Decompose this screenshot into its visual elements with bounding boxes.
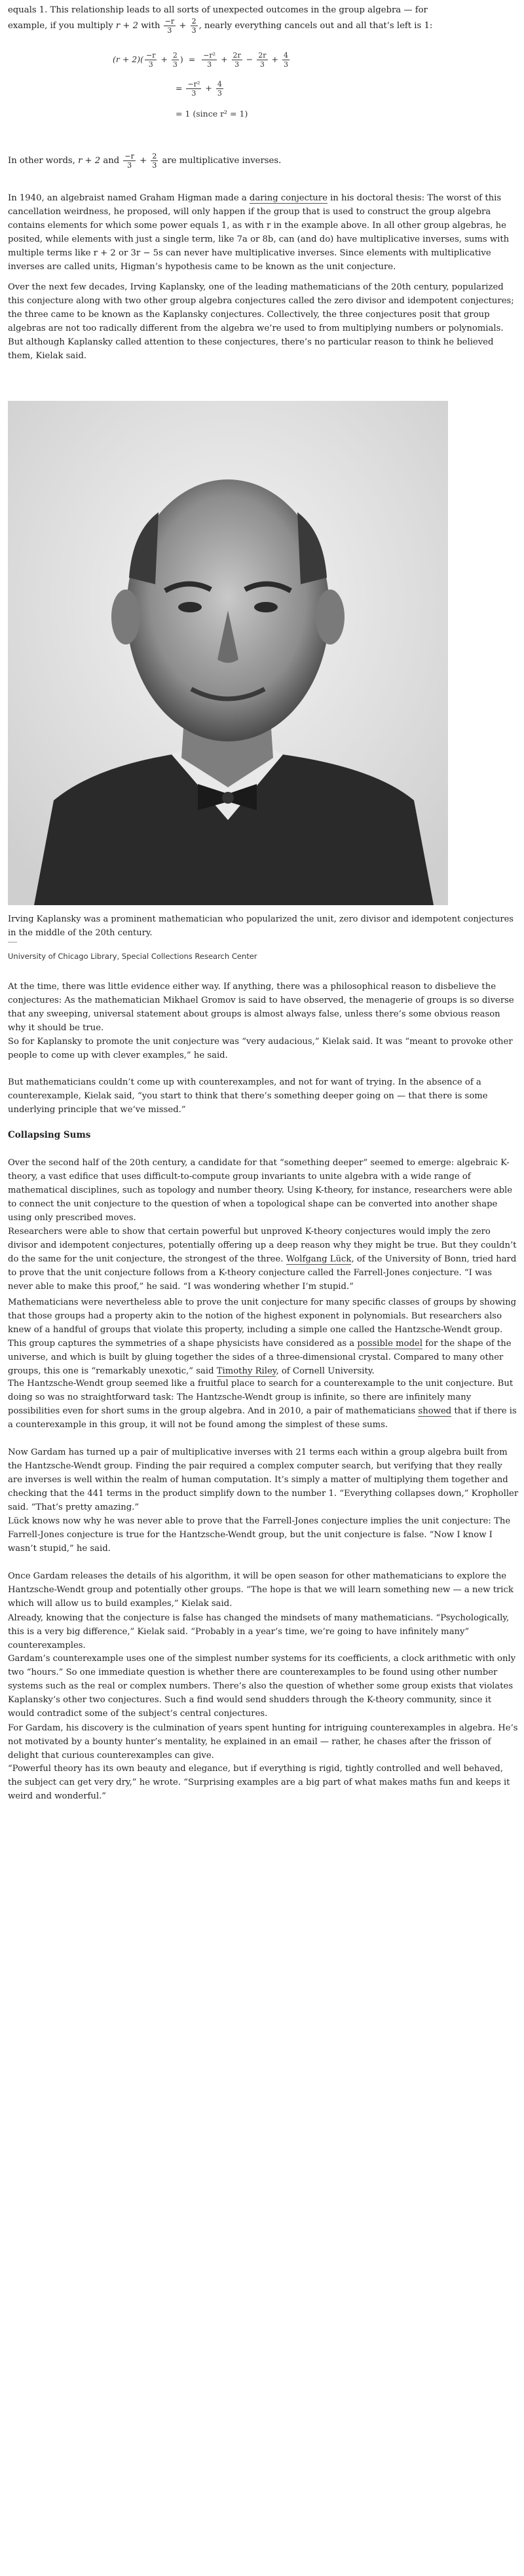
inline-fraction: $\frac{2}{3}$ — [191, 17, 196, 35]
paragraph: At the time, there was little evidence either way. If anything, there was a philosophical reason to disbelieve the conjectures: As the mathematician Mikhael Gromov is said to have observed, the menagerie of groups is so diverse that any sweeping, universal statement about groups is almost always false, unless there’s some obvious reason why it should be true. — [8, 982, 514, 1033]
paragraph: Once Gardam releases the details of his algorithm, it will be open season for other mathematicians to explore the Hantzsche-Wendt group and potentially other groups. “The hope is that we will learn something new — a new trick which will allow us to build examples,” Kielak said. — [8, 1571, 514, 1609]
intro-block — [8, 3, 519, 35]
equation-row-3: = 1 (since r² = 1) — [176, 109, 248, 119]
paragraph: Over the second half of the 20th century, a candidate for that “something deeper” seemed to emerge: algebraic K-theory, a vast edifice that uses difficult-to-compute group invariants to unite algebra with a wide range of mathematical disciplines, such as topology and number theory. Using K-theory, for instance, researchers were able to connect the unit conjecture to the question of when a topological shape can be converted into another shape using only prescribed moves. — [8, 1158, 513, 1223]
paragraph: So for Kaplansky to promote the unit conjecture was “very audacious,” Kielak said. It was “meant to provoke other people to come up with clever examples,” he said. — [8, 1037, 513, 1060]
inline-fraction: $\frac{-r}{3}$ — [164, 17, 175, 35]
possible-model-link[interactable]: possible model — [357, 1339, 423, 1349]
timothy-riley-link[interactable]: Timothy Riley — [216, 1366, 276, 1376]
wolfgang-luck-link[interactable]: Wolfgang Lück — [286, 1254, 352, 1264]
photo-caption: Irving Kaplansky was a prominent mathematician who popularized the unit, zero divisor and idempotent conjectures in the middle of the 20th century. — [8, 914, 514, 938]
kaplansky-photo — [8, 401, 448, 905]
section-heading: Collapsing Sums — [8, 1130, 91, 1140]
paragraph: Now Gardam has turned up a pair of multiplicative inverses with 21 terms each within a group algebra built from the Hantzsche-Wendt group. Finding the pair required a complex computer search, but verifying that they really are inverses is well within the realm of human computation. It’s simply a matter of multiplying them together and checking that the 441 terms in the product simplify down to the number 1. “Everything collapses down,” Kropholler said. “That’s pretty amazing.” — [8, 1447, 519, 1512]
paragraph: Mathematicians were nevertheless able to prove the unit conjecture for many specific classes of groups by showing that those groups had a property akin to the notion of the highest exponent in polynomials. But researchers also knew of a handful of groups that violate this property, including a simple one called the Hantzsche-Wendt group. This group captures the symmetries of a shape physicists have considered as a possible model for the shape of the universe, and which is built by gluing together the sides of a three-dimensional crystal. Compared to many other groups, this one is “remarkably unexotic,” said Timothy Riley, of Cornell University. — [8, 1297, 517, 1376]
equation-row-2: = $\frac{\text{−r²}}{3}$ + $\frac{4}{3}$ — [176, 80, 222, 98]
paragraph: In other words, r + 2 and $\frac{-r}{3}$ + $\frac{2}{3}$ are multiplicative inverses. — [8, 152, 282, 170]
paragraph: Gardam’s counterexample uses one of the simplest number systems for its coefficients, a clock arithmetic with only two “hours.” So one immediate question is whether there are counterexamples to be found using other number systems such as the real or complex numbers. There’s also the question of whether some group exists that violates Kaplansky’s other two conjectures. Such a find would send shudders through the K-theory community, since it would contradict some of the subject’s central conjectures. — [8, 1654, 516, 1719]
paragraph: For Gardam, his discovery is the culmination of years spent hunting for intriguing counterexamples in algebra. He’s not motivated by a bounty hunter’s mentality, he explained in an email — rather, he chases after the frisson of delight that curious counterexamples can give. — [8, 1723, 518, 1761]
paragraph: But mathematicians couldn’t come up with counterexamples, and not for want of trying. In the absence of a counterexample, Kielak said, “you start to think that there’s something deeper going on — that there is some underlying principle that we’ve missed.” — [8, 1077, 488, 1115]
portrait-illustration — [8, 401, 448, 905]
paragraph: “Powerful theory has its own beauty and elegance, but if everything is rigid, tightly controlled and well behaved, the subject can get very dry,” he wrote. “Surprising examples are a big part of what makes maths fun and keeps it weird and wonderful.” — [8, 1764, 510, 1801]
paragraph: Over the next few decades, Irving Kaplansky, one of the leading mathematicians of the 20th century, popularized this conjecture along with two other group algebra conjectures called the zero divisor and idempotent conjectures; the three came to be known as the Kaplansky conjectures. Collectively, the three conjectures posit that group algebras are not too radically different from the algebra we’re used to from multiplying numbers or polynomials. But although Kaplansky called attention to these conjectures, there’s no particular reason to think he believed them, Kielak said. — [8, 282, 514, 361]
paragraph: The Hantzsche-Wendt group seemed like a fruitful place to search for a counterexample to the unit conjecture. But doing so was no straightforward task: The Hantzsche-Wendt group is infinite, so there are infinitely many possibilities even for short sums in the group algebra. And in 2010, a pair of mathematicians showed that if there is a counterexample in this group, it will not be found among the simplest of these sums. — [8, 1379, 517, 1430]
showed-link[interactable]: showed — [418, 1406, 452, 1416]
paragraph: Already, knowing that the conjecture is false has changed the mindsets of many mathematicians. “Psychologically, this is a very big difference,” Kielak said. “Probably in a year’s time, we’re going to have infinitely many” counterexamples. — [8, 1613, 510, 1651]
paragraph: Lück knows now why he was never able to prove that the Farrell-Jones conjecture implies the unit conjecture: The Farrell-Jones conjecture is true for the Hantzsche-Wendt group, but the unit conjecture is false. “Now I know I wasn’t stupid,” he said. — [8, 1516, 511, 1554]
photo-credit: University of Chicago Library, Special Collections Research Center — [8, 952, 257, 961]
intro-line-1: equals 1. This relationship leads to all sorts of unexpected outcomes in the group algebra — for — [8, 5, 428, 15]
daring-conjecture-link[interactable]: daring conjecture — [249, 193, 328, 203]
paragraph: Researchers were able to show that certain powerful but unproved K-theory conjectures would imply the zero divisor and idempotent conjectures, potentially offering up a deep reason why they might be true. But they couldn’t do the same for the unit conjecture, the strongest of the three. Wolfgang Lück, of the University of Bonn, tried hard to prove that the unit conjecture follows from a K-theory conjecture called the Farrell-Jones conjecture. “I was never able to make this proof,” he said. “I was wondering whether I’m stupid.” — [8, 1227, 517, 1292]
paragraph: In 1940, an algebraist named Graham Higman made a daring conjecture in his doctoral thesis: The worst of this cancellation weirdness, he proposed, will only happen if the group that is used to construct the group algebra contains elements for which some power equals 1, as with r in the example above. In all other group algebras, he posited, while elements with just a single term, like 7a or 8b, can (and do) have multiplicative inverses, sums with multiple terms like r + 2 or 3r − 5s can never have multiplicative inverses. Since elements with multiplicative inverses are called units, Higman’s hypothesis came to be known as the unit conjecture. — [8, 193, 510, 272]
caption-divider — [8, 942, 17, 943]
equation-row-1: (r + 2)( $\frac{-r}{3}$ + $\frac{2}{3}$ ) = $\frac{\text{−r²}}{3}$ + $\frac{2r}{3}$ − $\frac{2r}{3}$ + $\frac{4}{3}$ — [113, 51, 288, 69]
intro-line-2: example, if you multiply r + 2 with $\frac{-r}{3}$ + $\frac{2}{3}$ , nearly everything cancels out and all that’s left is 1: — [8, 17, 433, 35]
